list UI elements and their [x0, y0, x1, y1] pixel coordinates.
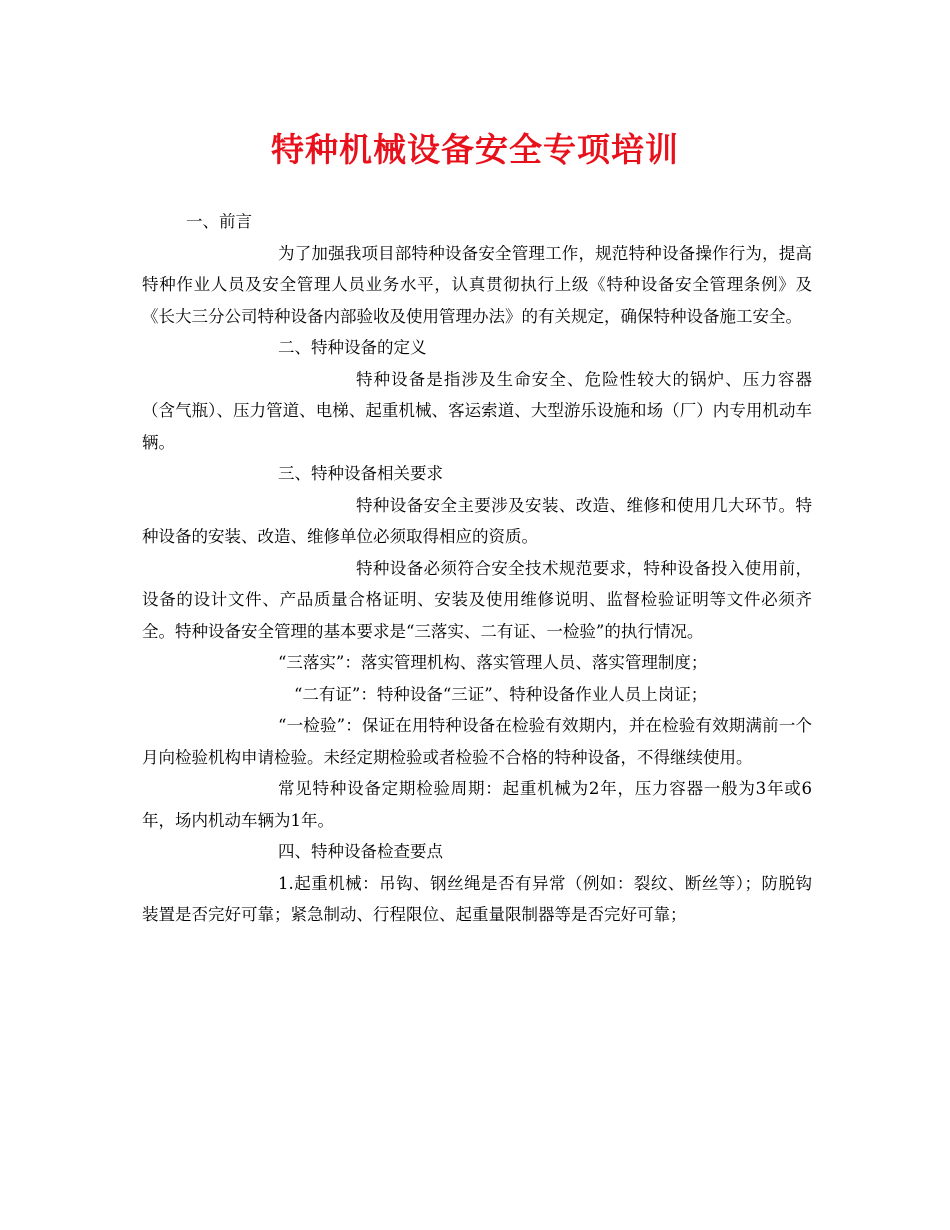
document-body [142, 206, 812, 931]
section-heading-definition: 二、特种设备的定义 [278, 338, 427, 357]
paragraph-three-implementations: “三落实”：落实管理机构、落实管理人员、落实管理制度； [278, 653, 708, 672]
paragraph-definition: 特种设备是指涉及生命安全、危险性较大的锅炉、压力容器（含气瓶）、压力管道、电梯、起重机械、客运索道、大型游乐设施和场（厂）内专用机动车辆。 [142, 369, 812, 452]
section-heading-requirements: 三、特种设备相关要求 [278, 464, 443, 483]
paragraph-inspection-cycle: 常见特种设备定期检验周期：起重机械为2年，压力容器一般为3年或6年，场内机动车辆为1年。 [142, 779, 812, 830]
paragraph-two-certificates: “二有证”：特种设备“三证”、特种设备作业人员上岗证； [294, 684, 708, 704]
section-heading-inspection-points: 四、特种设备检查要点 [278, 842, 443, 861]
paragraph-preface: 为了加强我项目部特种设备安全管理工作，规范特种设备操作行为，提高特种作业人员及安全管理人员业务水平，认真贯彻执行上级《特种设备安全管理条例》及《长大三分公司特种设备内部验收及使用管理办法》的有关规定，确保特种设备施工安全。 [142, 243, 812, 326]
paragraph-one-inspection: “一检验”：保证在用特种设备在检验有效期内，并在检验有效期满前一个月向检验机构申请检验。未经定期检验或者检验不合格的特种设备，不得继续使用。 [142, 716, 812, 767]
paragraph-requirements-1: 特种设备安全主要涉及安装、改造、维修和使用几大环节。特种设备的安装、改造、维修单位必须取得相应的资质。 [142, 495, 812, 546]
section-heading-preface: 一、前言 [186, 212, 252, 231]
paragraph-lifting-machinery: 1.起重机械：吊钩、钢丝绳是否有异常（例如：裂纹、断丝等）；防脱钩装置是否完好可靠；紧急制动、行程限位、起重量限制器等是否完好可靠； [142, 873, 812, 924]
document-title: 特种机械设备安全专项培训 [271, 130, 679, 169]
paragraph-requirements-2: 特种设备必须符合安全技术规范要求，特种设备投入使用前，设备的设计文件、产品质量合格证明、安装及使用维修说明、监督检验证明等文件必须齐全。特种设备安全管理的基本要求是“三落实、二有证、一检验”的执行情况。 [142, 558, 812, 641]
